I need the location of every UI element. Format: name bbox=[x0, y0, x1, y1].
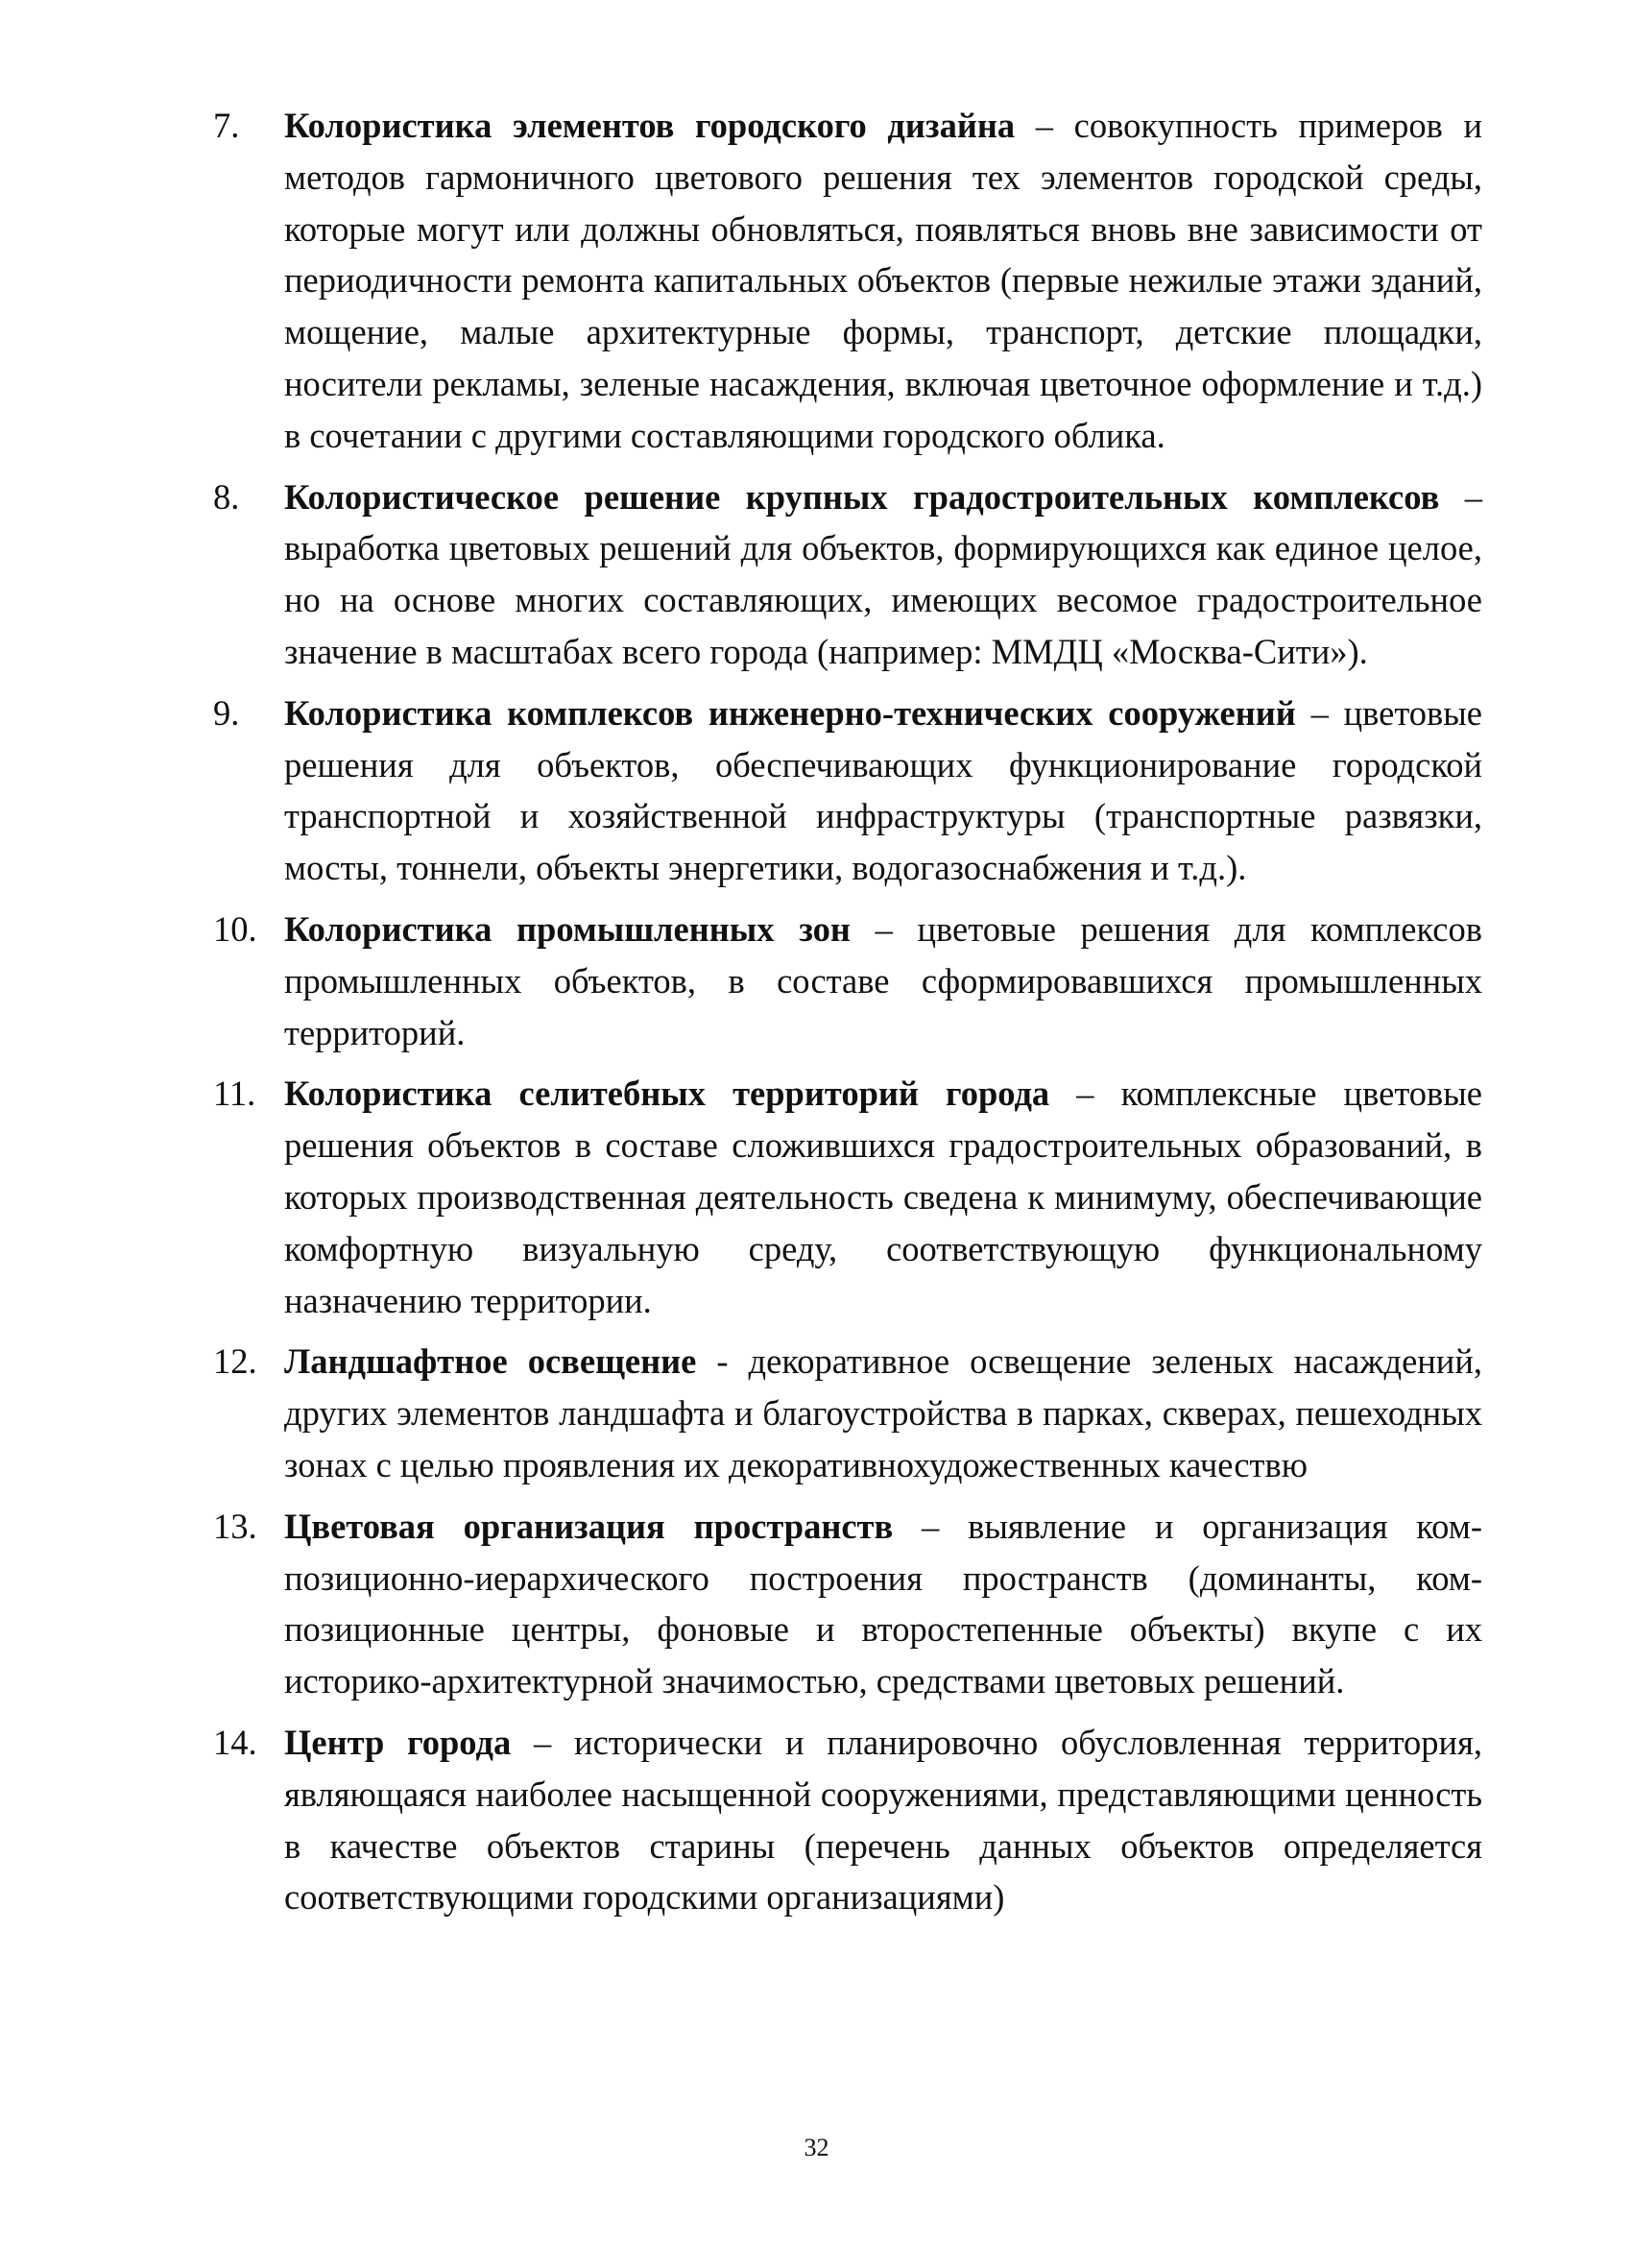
glossary-item-14 bbox=[213, 1717, 1482, 1923]
item-number: 8. bbox=[213, 476, 240, 517]
item-definition: – выработка цветовых решений для объектов, формирующихся как единое целое, но на основе многих составляющих, имеющих весомое градостроительное значение в масштабах всего города (например: ММДЦ «Москва-Сити»). bbox=[284, 476, 1482, 671]
item-definition: – совокупность примеров и методов гармоничного цветового решения тех элементов городской среды, которые могут или должны обновляться, появляться вновь вне зависимости от периодичности ремонта капитальных объектов (первые нежилые этажи зданий, мощение, малые архитектурные формы, транспорт, детские площадки, носители рекламы, зеленые насаждения, включая цветочное оформление и т.д.) в сочетании с другими составляющими городского облика. bbox=[284, 106, 1483, 455]
item-number: 13. bbox=[213, 1506, 257, 1546]
glossary-item-11 bbox=[213, 1068, 1482, 1326]
item-term: Центр города bbox=[284, 1722, 512, 1762]
item-number: 9. bbox=[213, 692, 240, 733]
item-definition: – цветовые решения для объектов, обеспечивающих функционирование городской транспортной и хозяйственной инфраструктуры (транспортные развязки, мосты, тоннели, объекты энергетики, водогазоснабжения и т.д.). bbox=[284, 692, 1482, 888]
item-term: Колористика элементов городского дизайна bbox=[284, 106, 1016, 145]
glossary-item-8 bbox=[213, 471, 1482, 678]
item-definition: – выявление и организация композиционно-иерархического построения пространств (доминанты, композиционные центры, фоновые и второстепенные объекты) вкупе с их историко-архитектурной значимостью, средствами цветовых решений. bbox=[284, 1506, 1482, 1701]
item-definition: – исторически и планировочно обусловленная территория, являющаяся наиболее насыщенной сооружениями, представляющими ценность в качестве объектов старины (перечень данных объектов определяется соответствующими городскими организациями) bbox=[284, 1722, 1482, 1918]
glossary-item-7 bbox=[213, 100, 1482, 462]
item-term: Колористика промышленных зон bbox=[284, 908, 851, 949]
item-number: 7. bbox=[213, 106, 240, 145]
item-term: Цветовая организация пространств bbox=[284, 1506, 894, 1546]
item-term: Колористика селитебных территорий города bbox=[284, 1074, 1050, 1114]
glossary-item-10 bbox=[213, 904, 1482, 1058]
glossary-item-9 bbox=[213, 688, 1482, 894]
item-number: 10. bbox=[213, 908, 257, 949]
item-definition: – комплексные цветовые решения объектов в составе сложившихся градостроительных образований, в которых производственная деятельность сведена к минимуму, обеспечивающие комфортную визуальную среду, соответствующую функциональному назначению территории. bbox=[284, 1074, 1482, 1320]
page-number: 32 bbox=[804, 2134, 829, 2161]
glossary-item-13 bbox=[213, 1501, 1482, 1707]
glossary-list bbox=[213, 100, 1482, 1933]
item-number: 11. bbox=[213, 1074, 256, 1114]
item-term: Колористическое решение крупных градостроительных комплексов bbox=[284, 476, 1440, 517]
item-number: 14. bbox=[213, 1722, 257, 1762]
item-number: 12. bbox=[213, 1341, 257, 1382]
item-definition: – цветовые решения для комплексов промышленных объектов, в составе сформировавшихся промышленных территорий. bbox=[284, 908, 1482, 1052]
item-definition: - декоративное освещение зеленых насаждений, других элементов ландшафта и благоустройства в парках, скверах, пешеходных зонах с целью проявления их декоративнохудожественных качествю bbox=[284, 1341, 1482, 1484]
item-term: Ландшафтное освещение bbox=[284, 1341, 697, 1382]
glossary-item-12 bbox=[213, 1336, 1482, 1490]
item-term: Колористика комплексов инженерно-технических сооружений bbox=[284, 692, 1296, 733]
